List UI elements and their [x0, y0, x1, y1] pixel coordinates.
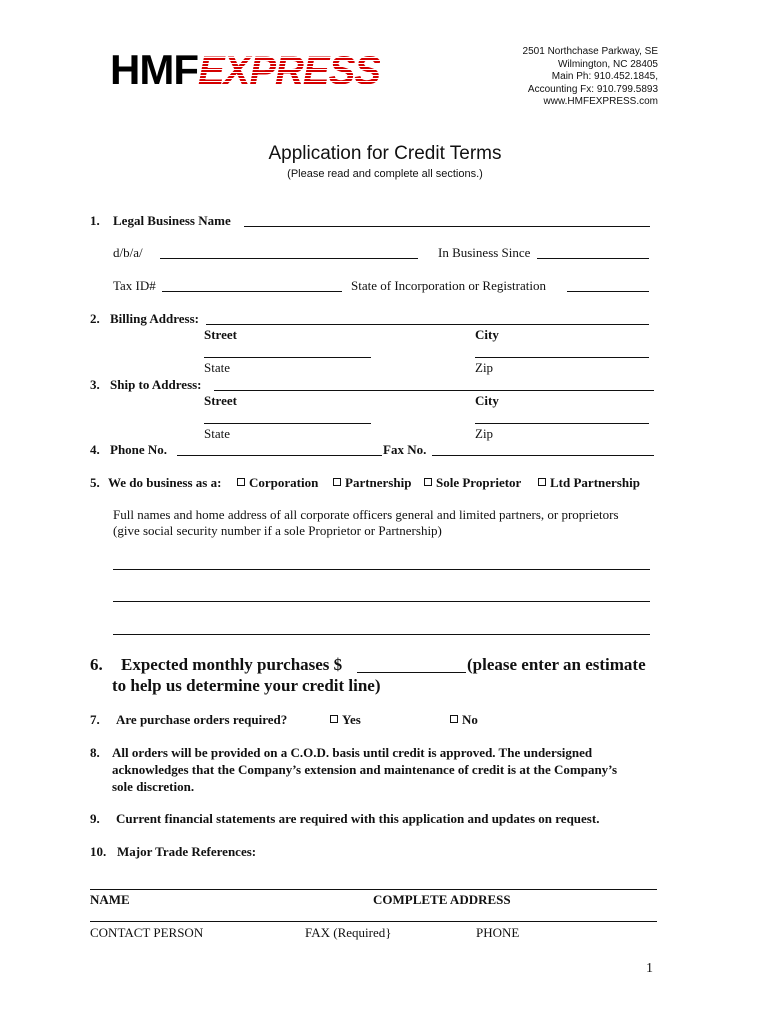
checkbox-icon[interactable] — [237, 478, 245, 486]
reference-contact-field[interactable] — [90, 921, 657, 922]
fax-label: Fax No. — [383, 442, 427, 457]
section-3-number: 3. — [90, 377, 100, 392]
officers-field-3[interactable] — [113, 634, 650, 635]
option-sole-proprietor[interactable]: Sole Proprietor — [424, 475, 521, 491]
officers-field-2[interactable] — [113, 601, 650, 602]
purchase-orders-label: Are purchase orders required? — [116, 712, 288, 727]
ship-address-field[interactable] — [214, 390, 654, 391]
ship-street-label: Street — [204, 393, 237, 408]
in-business-since-label: In Business Since — [438, 245, 531, 260]
reference-address-label: COMPLETE ADDRESS — [373, 892, 511, 907]
billing-street-label: Street — [204, 327, 237, 342]
billing-city-field[interactable] — [475, 357, 649, 358]
monthly-purchases-label: Expected monthly purchases $ — [121, 655, 343, 674]
legal-name-label: Legal Business Name — [113, 213, 231, 228]
monthly-purchases-hint: (please enter an estimate — [467, 655, 646, 674]
option-partnership[interactable]: Partnership — [333, 475, 411, 491]
address-website: www.HMFEXPRESS.com — [543, 96, 658, 107]
business-type-label: We do business as a: — [108, 475, 222, 490]
page-subtitle: (Please read and complete all sections.) — [287, 168, 483, 180]
section-9-number: 9. — [90, 811, 100, 826]
state-incorporation-field[interactable] — [567, 291, 649, 292]
cod-terms-line3: sole discretion. — [112, 779, 195, 794]
option-ltd-partnership[interactable]: Ltd Partnership — [538, 475, 640, 491]
section-7-number: 7. — [90, 712, 100, 727]
address-line: Accounting Fx: 910.799.5893 — [527, 83, 658, 95]
checkbox-icon[interactable] — [333, 478, 341, 486]
officers-note-line1: Full names and home address of all corporate officers general and limited partners, or proprietors — [113, 507, 619, 522]
monthly-purchases-field[interactable] — [357, 672, 466, 673]
ship-city-label: City — [475, 393, 499, 408]
page-number: 1 — [646, 961, 653, 976]
section-10-number: 10. — [90, 844, 107, 859]
company-logo — [110, 46, 380, 94]
officers-note-line2: (give social security number if a sole Proprietor or Partnership) — [113, 523, 442, 538]
company-address — [523, 46, 658, 109]
ship-street-field[interactable] — [204, 423, 371, 424]
checkbox-icon[interactable] — [424, 478, 432, 486]
tax-id-label: Tax ID# — [113, 278, 156, 293]
billing-city-label: City — [475, 327, 499, 342]
page-title: Application for Credit Terms — [268, 143, 502, 164]
section-6-number: 6. — [90, 655, 103, 674]
billing-state-label: State — [204, 360, 230, 375]
option-yes[interactable]: Yes — [330, 712, 361, 728]
phone-label: Phone No. — [110, 442, 168, 457]
cod-terms-line1: All orders will be provided on a C.O.D. basis until credit is approved. The undersigned — [112, 745, 593, 760]
checkbox-icon[interactable] — [538, 478, 546, 486]
checkbox-icon[interactable] — [450, 715, 458, 723]
billing-zip-label: Zip — [475, 360, 494, 375]
fax-field[interactable] — [432, 455, 654, 456]
reference-fax-label: FAX (Required} — [305, 925, 392, 940]
dba-field[interactable] — [160, 258, 418, 259]
billing-address-label: Billing Address: — [110, 311, 199, 326]
tax-id-field[interactable] — [162, 291, 342, 292]
billing-address-field[interactable] — [206, 324, 649, 325]
section-8-number: 8. — [90, 745, 100, 760]
address-line: 2501 Northchase Parkway, SE — [522, 46, 658, 57]
option-no[interactable]: No — [450, 712, 478, 728]
phone-field[interactable] — [177, 455, 382, 456]
cod-terms-line2: acknowledges that the Company’s extension and maintenance of credit is at the Company’s — [112, 762, 618, 777]
ship-address-label: Ship to Address: — [110, 377, 202, 392]
logo-express: EXPRESS — [197, 49, 380, 93]
reference-contact-label: CONTACT PERSON — [90, 925, 204, 940]
trade-references-label: Major Trade References: — [117, 844, 257, 859]
section-5-number: 5. — [90, 475, 100, 490]
reference-name-address-field[interactable] — [90, 889, 657, 890]
section-2-number: 2. — [90, 311, 100, 326]
address-line: Main Ph: 910.452.1845, — [551, 71, 658, 82]
ship-city-field[interactable] — [475, 423, 649, 424]
ship-state-label: State — [204, 426, 230, 441]
option-corporation[interactable]: Corporation — [237, 475, 318, 491]
section-1-number: 1. — [90, 213, 100, 228]
section-4-number: 4. — [90, 442, 100, 457]
address-line: Wilmington, NC 28405 — [557, 58, 658, 70]
monthly-purchases-hint-2: to help us determine your credit line) — [112, 676, 381, 695]
dba-label: d/b/a/ — [113, 245, 143, 260]
officers-field-1[interactable] — [113, 569, 650, 570]
ship-zip-label: Zip — [475, 426, 494, 441]
financial-statements-text: Current financial statements are required with this application and updates on request. — [116, 811, 600, 826]
reference-name-label: NAME — [90, 892, 130, 907]
logo-hmf: HMF — [110, 46, 198, 93]
legal-name-field[interactable] — [244, 226, 650, 227]
billing-street-field[interactable] — [204, 357, 371, 358]
in-business-since-field[interactable] — [537, 258, 649, 259]
checkbox-icon[interactable] — [330, 715, 338, 723]
reference-phone-label: PHONE — [476, 925, 520, 940]
state-incorporation-label: State of Incorporation or Registration — [351, 278, 546, 293]
